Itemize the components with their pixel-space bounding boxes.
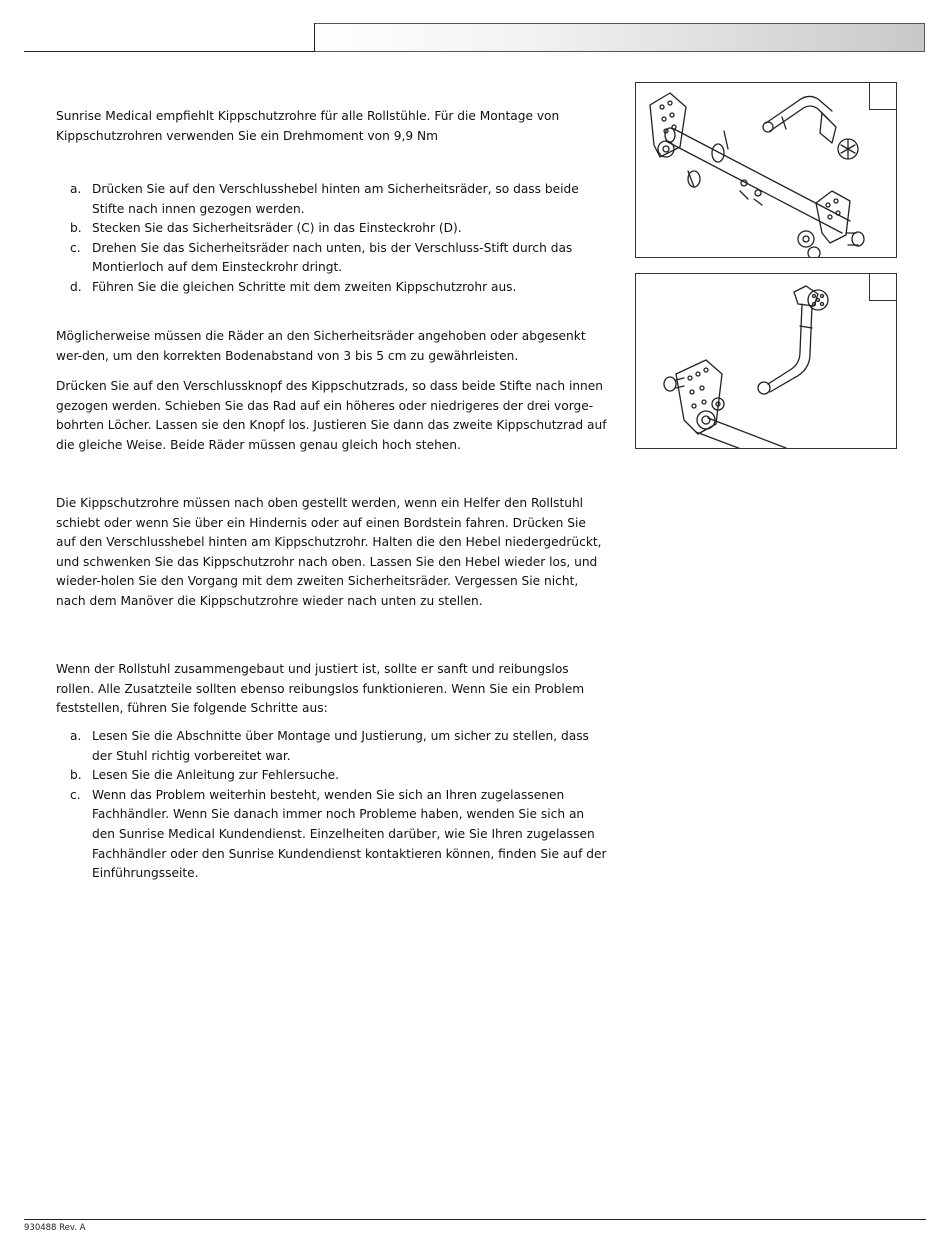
list-marker: b. bbox=[70, 221, 82, 236]
footer-doc-number: 930488 Rev. A bbox=[24, 1223, 86, 1233]
list-item-text: Führen Sie die gleichen Schritte mit dem zweiten Kippschutzrohr aus. bbox=[92, 279, 517, 294]
wheel-adjustment-drawing bbox=[636, 274, 896, 448]
install-steps-list bbox=[56, 180, 608, 298]
list-item bbox=[56, 786, 608, 884]
list-marker: a. bbox=[70, 182, 82, 196]
figure-label-box bbox=[869, 82, 897, 110]
list-item-text: Drücken Sie auf den Verschlusshebel hinten am Sicherheitsräder, so dass beide Stifte nach innen gezogen werden. bbox=[92, 182, 579, 216]
header-gradient-bar bbox=[315, 23, 925, 52]
list-item bbox=[56, 219, 608, 239]
list-marker: b. bbox=[70, 768, 82, 783]
final-check-steps-list bbox=[56, 727, 608, 884]
upright-paragraph: Die Kippschutzrohre müssen nach oben gestellt werden, wenn ein Helfer den Rollstuhl schiebt oder wenn Sie über ein Hindernis oder auf einen Bordstein fahren. Drücken Sie auf den Verschlusshebel hinten am Kippschutzrohr. Halten die den Hebel niedergedrückt, und schwenken Sie das Kippschutzrohr nach oben. Lassen Sie den Hebel wieder los, und wieder-holen Sie den Vorgang mit dem zweiten Sicherheitsräder. Vergessen Sie nicht, nach dem Manöver die Kippschutzrohre wieder nach unten zu stellen. bbox=[56, 496, 602, 608]
intro-paragraph: Sunrise Medical empfiehlt Kippschutzrohre für alle Rollstühle. Für die Montage von Kippschutzrohren verwenden Sie ein Drehmoment von 9,9 Nm bbox=[56, 109, 560, 143]
list-marker: d. bbox=[70, 279, 82, 294]
list-item-text: Lesen Sie die Anleitung zur Fehlersuche. bbox=[92, 768, 340, 783]
list-marker: c. bbox=[70, 240, 81, 255]
figure-anti-tip-installation bbox=[635, 82, 897, 258]
list-item bbox=[56, 278, 608, 298]
header-rule bbox=[24, 51, 315, 52]
list-item bbox=[56, 180, 608, 219]
list-item-text: Wenn das Problem weiterhin besteht, wenden Sie sich an Ihren zugelassenen Fachhändler. Wenn Sie danach immer noch Probleme haben, wenden Sie sich an den Sunrise Medical Kundendienst. Einzelheiten darüber, wie Sie Ihren zugelassen Fachhändler oder den Sunrise Kundendienst kontaktieren können, finden Sie auf der Einführungsseite. bbox=[92, 787, 607, 881]
list-marker: a. bbox=[70, 729, 82, 743]
list-item-text: Stecken Sie das Sicherheitsräder (C) in das Einsteckrohr (D). bbox=[92, 221, 462, 236]
list-item-text: Drehen Sie das Sicherheitsräder nach unten, bis der Verschluss-Stift durch das Montierloch auf dem Einsteckrohr dringt. bbox=[92, 240, 573, 275]
figure-label-box bbox=[869, 273, 897, 301]
anti-tip-installation-drawing bbox=[636, 83, 896, 257]
list-item-text: Lesen Sie die Abschnitte über Montage und Justierung, um sicher zu stellen, dass der Stuhl richtig vorbereitet war. bbox=[92, 729, 589, 763]
footer-rule bbox=[24, 1219, 926, 1220]
figure-wheel-adjustment bbox=[635, 273, 897, 449]
list-item bbox=[56, 239, 608, 278]
list-item bbox=[56, 727, 608, 766]
final-check-paragraph: Wenn der Rollstuhl zusammengebaut und justiert ist, sollte er sanft und reibungslos rollen. Alle Zusatzteile sollten ebenso reibungslos funktionieren. Wenn Sie ein Problem feststellen, führen Sie folgende Schritte aus: bbox=[56, 662, 585, 716]
list-marker: c. bbox=[70, 787, 81, 802]
wheel-adjust-paragraph-2: Drücken Sie auf den Verschlussknopf des Kippschutzrads, so dass beide Stifte nach innen gezogen werden. Schieben Sie das Rad auf ein höheres oder niedrigeres der drei vorge-bohrten Löcher. Lassen sie den Knopf los. Justieren Sie dann das zweite Kippschutzrad auf die gleiche Weise. Beide Räder müssen genau gleich hoch stehen. bbox=[56, 379, 607, 452]
list-item bbox=[56, 766, 608, 786]
wheel-adjust-paragraph-1: Möglicherweise müssen die Räder an den Sicherheitsräder angehoben oder abgesenkt wer-den, um den korrekten Bodenabstand von 3 bis 5 cm zu gewährleisten. bbox=[56, 329, 586, 363]
